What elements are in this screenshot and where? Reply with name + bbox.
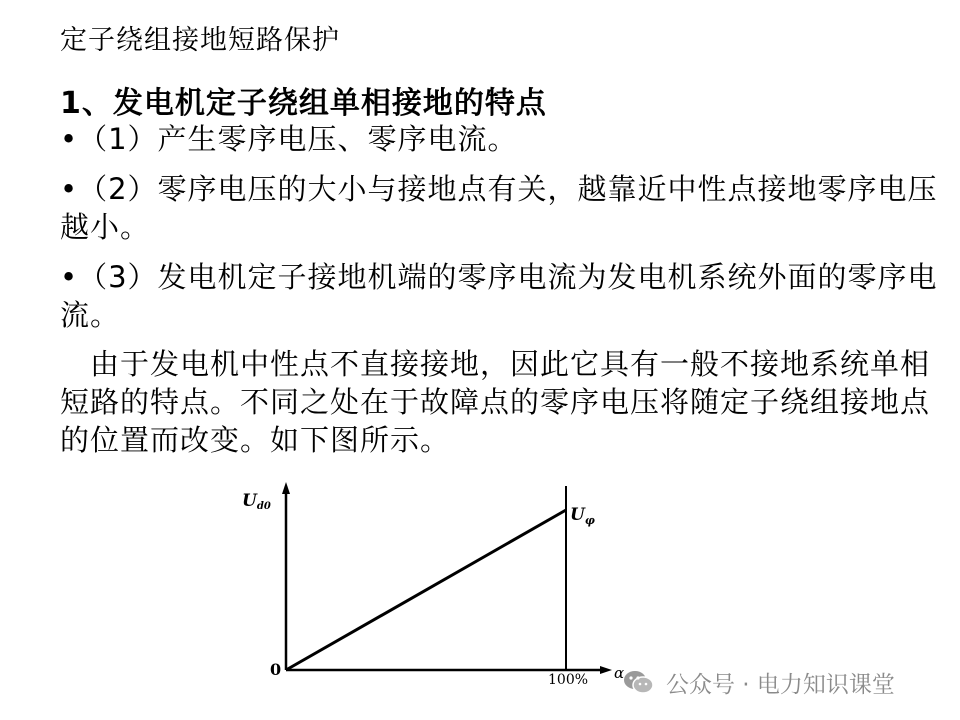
bullet-item: •（1）产生零序电压、零序电流。: [60, 122, 518, 156]
watermark: [620, 664, 895, 700]
bullet-item: •（3）发电机定子接地机端的零序电流为发电机系统外面的零序电流。: [60, 260, 938, 332]
wechat-icon: [620, 664, 656, 700]
zero-sequence-voltage-chart: [232, 482, 632, 692]
y-axis-label-sub: d0: [256, 501, 271, 512]
end-value-label: $U_\varphi$: [570, 505, 595, 527]
x-axis-arrow: [600, 666, 612, 674]
x-tick-label-origin: 0: [270, 660, 282, 679]
body-paragraph: 由于发电机中性点不直接接地，因此它具有一般不接地系统单相短路的特点。不同之处在于故障点的零序电压将随定子绕组接地点的位置而改变。如下图所示。: [60, 347, 931, 457]
watermark-text: 公众号 · 电力知识课堂: [666, 671, 895, 698]
x-axis-label: α: [614, 664, 625, 682]
series-line: [286, 510, 566, 670]
bullet-item: •（2）零序电压的大小与接地点有关，越靠近中性点接地零序电压越小。: [60, 172, 938, 244]
y-axis-arrow: [282, 482, 290, 494]
slide-title: 定子绕组接地短路保护: [60, 25, 340, 56]
x-tick-label-end: 100%: [548, 672, 589, 688]
section-heading: 1、发电机定子绕组单相接地的特点: [60, 86, 547, 121]
end-value-label-sub: φ: [584, 514, 595, 527]
y-axis-label: Ud0: [242, 491, 271, 512]
